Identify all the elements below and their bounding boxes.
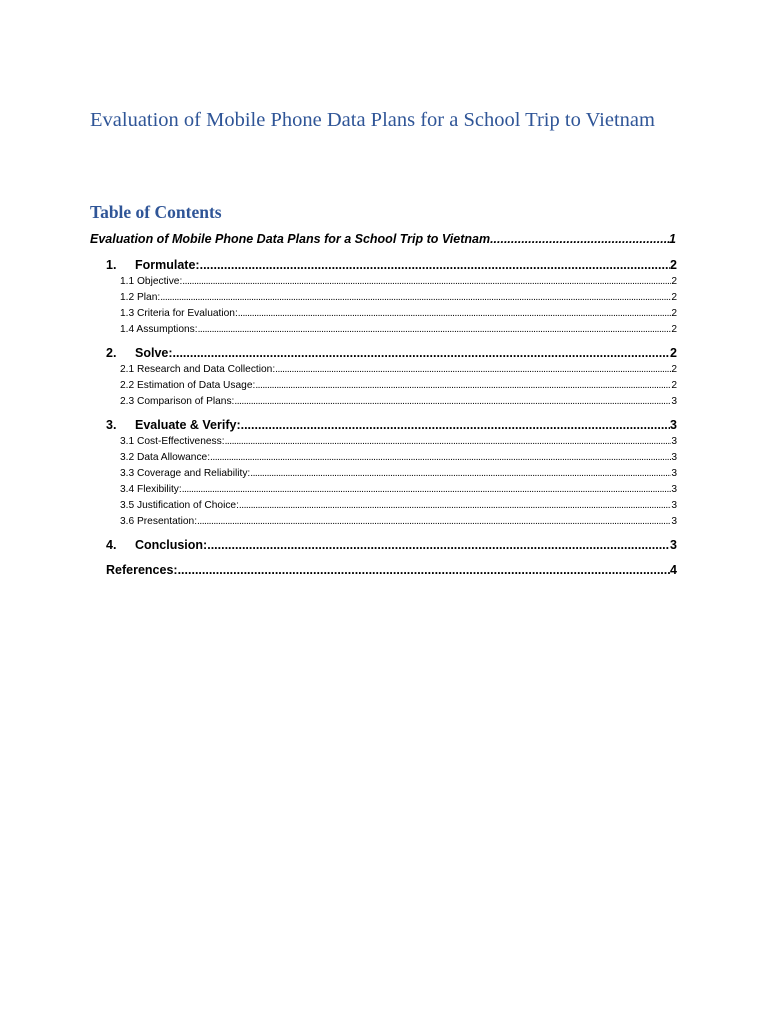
toc-entry-number: 2. <box>106 346 117 360</box>
toc-entry-page-number: 2 <box>671 308 677 319</box>
toc-entry-page-number: 3 <box>671 452 677 463</box>
toc-entry[interactable] <box>106 538 677 552</box>
toc-entry-page-number: 4 <box>670 563 677 577</box>
toc-entry-text: 1.4 Assumptions: <box>120 324 198 335</box>
toc-entry[interactable] <box>120 452 677 463</box>
toc-entry-label <box>120 292 160 303</box>
toc-entry-label <box>90 232 490 246</box>
toc-entry-label <box>106 418 241 432</box>
toc-entry-text: References: <box>106 563 178 577</box>
toc-dot-leader <box>198 324 672 335</box>
toc-entry-label <box>120 364 275 375</box>
toc-entry[interactable] <box>120 468 677 479</box>
toc-entry[interactable] <box>120 500 677 511</box>
toc-entry-text: Evaluation of Mobile Phone Data Plans for a School Trip to Vietnam <box>90 232 491 246</box>
toc-entry-label <box>120 452 210 463</box>
toc-dot-leader <box>182 276 671 287</box>
toc-entry-page-number: 2 <box>671 292 677 303</box>
toc-entry-label <box>106 563 178 577</box>
toc-entry-number: 3. <box>106 418 117 432</box>
toc-dot-leader <box>182 484 672 495</box>
toc-entry-page-number: 3 <box>671 484 677 495</box>
toc-entry-page-number: 2 <box>671 276 677 287</box>
toc-dot-leader <box>200 258 670 272</box>
toc-entry[interactable] <box>120 364 677 375</box>
toc-entry-label <box>106 538 207 552</box>
toc-entry-text: Conclusion: <box>135 538 208 552</box>
toc-entry-text: 3.3 Coverage and Reliability: <box>120 468 251 479</box>
toc-entry-label <box>120 276 182 287</box>
toc-entry-page-number: 3 <box>670 538 677 552</box>
toc-entry[interactable] <box>120 276 677 287</box>
toc-entry-page-number: 3 <box>671 500 677 511</box>
toc-entry-page-number: 2 <box>670 258 677 272</box>
toc-entry[interactable] <box>120 516 677 527</box>
toc-entry-label <box>120 436 225 447</box>
toc-dot-leader <box>238 308 672 319</box>
toc-entry-label <box>106 346 173 360</box>
toc-entry[interactable] <box>120 324 677 335</box>
toc-entry-label <box>120 396 234 407</box>
toc-dot-leader <box>250 468 671 479</box>
toc-entry-label <box>120 324 198 335</box>
toc-dot-leader <box>173 346 671 360</box>
toc-dot-leader <box>275 364 671 375</box>
toc-entry[interactable] <box>106 563 677 577</box>
toc-entry-text: 3.4 Flexibility: <box>120 484 182 495</box>
toc-entry-text: Solve: <box>135 346 173 360</box>
toc-dot-leader <box>234 396 671 407</box>
toc-entry[interactable] <box>120 436 677 447</box>
toc-entry-text: 3.5 Justification of Choice: <box>120 500 239 511</box>
toc-dot-leader <box>160 292 671 303</box>
toc-dot-leader <box>241 418 670 432</box>
toc-entry-text: 2.3 Comparison of Plans: <box>120 396 235 407</box>
toc-dot-leader <box>210 452 671 463</box>
toc-entry-label <box>120 516 197 527</box>
toc-entry-label <box>120 500 239 511</box>
toc-entry-page-number: 2 <box>671 364 677 375</box>
toc-entry-page-number: 2 <box>671 324 677 335</box>
toc-entry[interactable] <box>120 484 677 495</box>
toc-entry[interactable] <box>106 418 677 432</box>
document-title: Evaluation of Mobile Phone Data Plans for a School Trip to Vietnam <box>90 109 655 131</box>
toc-entry-text: 1.2 Plan: <box>120 292 161 303</box>
toc-entry-page-number: 3 <box>671 468 677 479</box>
toc-entry-text: Formulate: <box>135 258 200 272</box>
toc-dot-leader <box>207 538 670 552</box>
toc-entry-text: 3.6 Presentation: <box>120 516 198 527</box>
toc-entry-text: 2.1 Research and Data Collection: <box>120 364 276 375</box>
toc-entry-page-number: 2 <box>671 380 677 391</box>
toc-entry-number: 4. <box>106 538 117 552</box>
toc-entry-label <box>120 308 238 319</box>
toc-entry-text: 1.3 Criteria for Evaluation: <box>120 308 238 319</box>
toc-entry-page-number: 2 <box>670 346 677 360</box>
toc-dot-leader <box>239 500 671 511</box>
toc-entry-label <box>120 468 250 479</box>
toc-entry-page-number: 3 <box>671 396 677 407</box>
toc-entry[interactable] <box>90 232 676 246</box>
toc-entry-number: 1. <box>106 258 117 272</box>
toc-entry-text: 3.1 Cost-Effectiveness: <box>120 436 225 447</box>
toc-entry-page-number: 3 <box>671 436 677 447</box>
toc-entry-text: 2.2 Estimation of Data Usage: <box>120 380 256 391</box>
toc-dot-leader <box>225 436 672 447</box>
toc-entry-text: Evaluate & Verify: <box>135 418 241 432</box>
toc-dot-leader <box>490 232 669 246</box>
toc-entry[interactable] <box>120 292 677 303</box>
toc-dot-leader <box>197 516 671 527</box>
toc-dot-leader <box>178 563 670 577</box>
toc-entry-page-number: 1 <box>669 232 676 246</box>
toc-entry-text: 3.2 Data Allowance: <box>120 452 211 463</box>
toc-entry-page-number: 3 <box>670 418 677 432</box>
toc-entry[interactable] <box>120 308 677 319</box>
toc-entry-text: 1.1 Objective: <box>120 276 183 287</box>
toc-entry-page-number: 3 <box>671 516 677 527</box>
toc-entry-label <box>120 380 255 391</box>
toc-entry[interactable] <box>120 380 677 391</box>
toc-entry-label <box>106 258 200 272</box>
toc-entry[interactable] <box>106 346 677 360</box>
toc-entry[interactable] <box>120 396 677 407</box>
toc-heading: Table of Contents <box>90 202 222 222</box>
toc-entry[interactable] <box>106 258 677 272</box>
toc-entry-label <box>120 484 182 495</box>
toc-dot-leader <box>255 380 671 391</box>
